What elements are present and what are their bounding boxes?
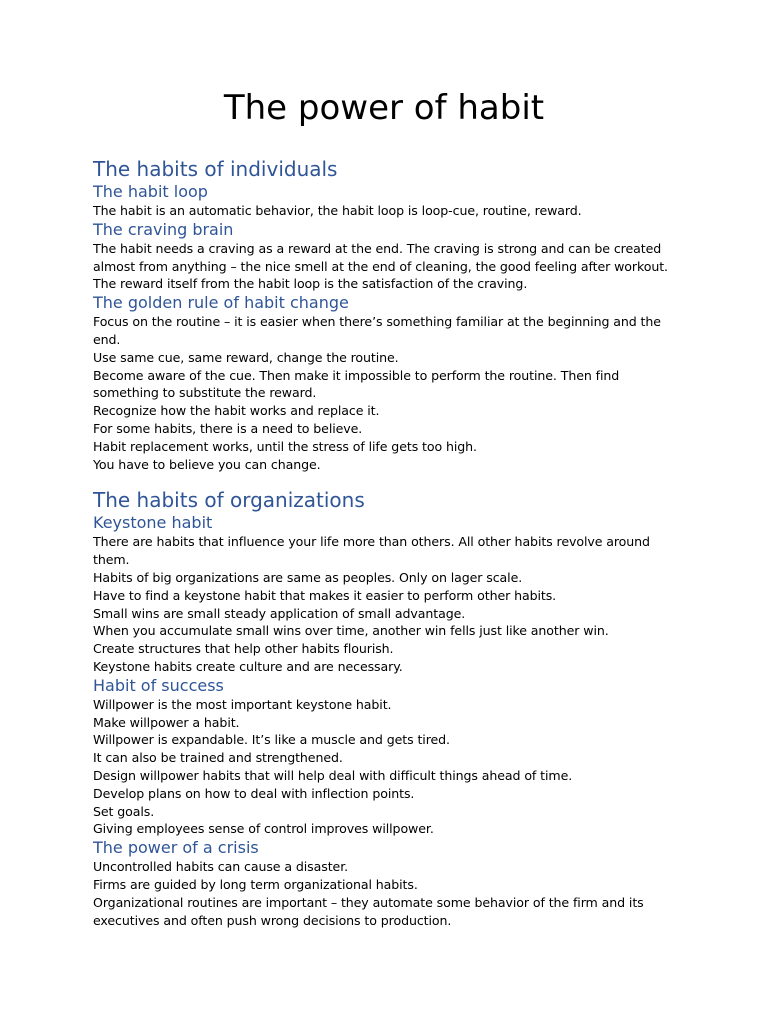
document-body — [93, 156, 683, 929]
paragraph: Willpower is expandable. It’s like a muscle and gets tired. — [93, 732, 450, 748]
paragraph: It can also be trained and strengthened. — [93, 750, 343, 766]
subsection-heading: The habit loop — [93, 182, 208, 201]
subsection-habit-of-success — [93, 676, 683, 838]
paragraph: Small wins are small steady application of small advantage. — [93, 605, 466, 621]
paragraph: For some habits, there is a need to believe. — [93, 420, 363, 436]
section-spacer — [93, 473, 683, 487]
paragraph: Set goals. — [93, 803, 155, 819]
paragraph: Make willpower a habit. — [93, 714, 240, 730]
section-heading: The habits of organizations — [93, 488, 365, 513]
subsection-heading: Habit of success — [93, 675, 224, 695]
paragraph: You have to believe you can change. — [93, 456, 321, 472]
subsection-craving-brain — [93, 220, 683, 293]
section-organizations — [93, 487, 683, 929]
paragraph: Keystone habits create culture and are necessary. — [93, 658, 403, 674]
paragraph: The reward itself from the habit loop is the satisfaction of the craving. — [93, 276, 528, 292]
paragraph: Develop plans on how to deal with inflection points. — [93, 785, 415, 801]
document-title: The power of habit — [223, 88, 545, 128]
subsection-golden-rule — [93, 293, 683, 473]
paragraph: Firms are guided by long term organizational habits. — [93, 876, 418, 892]
section-heading: The habits of individuals — [93, 157, 338, 181]
paragraph: Design willpower habits that will help deal with difficult things ahead of time. — [93, 767, 573, 783]
paragraph: When you accumulate small wins over time, another win fells just like another win. — [93, 623, 609, 639]
paragraph: Organizational routines are important – they automate some behavior of the firm and its executives and often push wrong decisions to production. — [93, 894, 644, 928]
paragraph: Habits of big organizations are same as peoples. Only on lager scale. — [93, 569, 523, 585]
paragraph: Create structures that help other habits flourish. — [93, 641, 394, 657]
paragraph: Focus on the routine – it is easier when there’s something familiar at the beginning and the end. — [93, 314, 661, 347]
subsection-heading: The craving brain — [93, 219, 234, 239]
paragraph: The habit is an automatic behavior, the habit loop is loop-cue, routine, reward. — [93, 203, 582, 218]
subsection-power-of-crisis — [93, 838, 683, 929]
paragraph: Uncontrolled habits can cause a disaster. — [93, 859, 349, 875]
paragraph: Willpower is the most important keystone habit. — [93, 696, 392, 712]
paragraph: Have to find a keystone habit that makes it easier to perform other habits. — [93, 587, 557, 603]
paragraph: Become aware of the cue. Then make it impossible to perform the routine. Then find something to substitute the reward. — [93, 367, 620, 401]
paragraph: Use same cue, same reward, change the routine. — [93, 349, 399, 365]
subsection-keystone-habit — [93, 513, 683, 675]
subsection-heading: The golden rule of habit change — [93, 293, 349, 313]
paragraph: The habit needs a craving as a reward at the end. The craving is strong and can be created almost from anything – the nice smell at the end of cleaning, the good feeling after workout. — [93, 240, 668, 274]
paragraph: Giving employees sense of control improves willpower. — [93, 821, 434, 837]
section-individuals — [93, 156, 683, 473]
subsection-habit-loop — [93, 182, 683, 220]
paragraph: Recognize how the habit works and replace it. — [93, 403, 380, 419]
paragraph: There are habits that influence your life more than others. All other habits revolve around them. — [93, 534, 650, 568]
paragraph: Habit replacement works, until the stress of life gets too high. — [93, 438, 477, 454]
subsection-heading: The power of a crisis — [93, 838, 259, 858]
subsection-heading: Keystone habit — [93, 513, 213, 533]
